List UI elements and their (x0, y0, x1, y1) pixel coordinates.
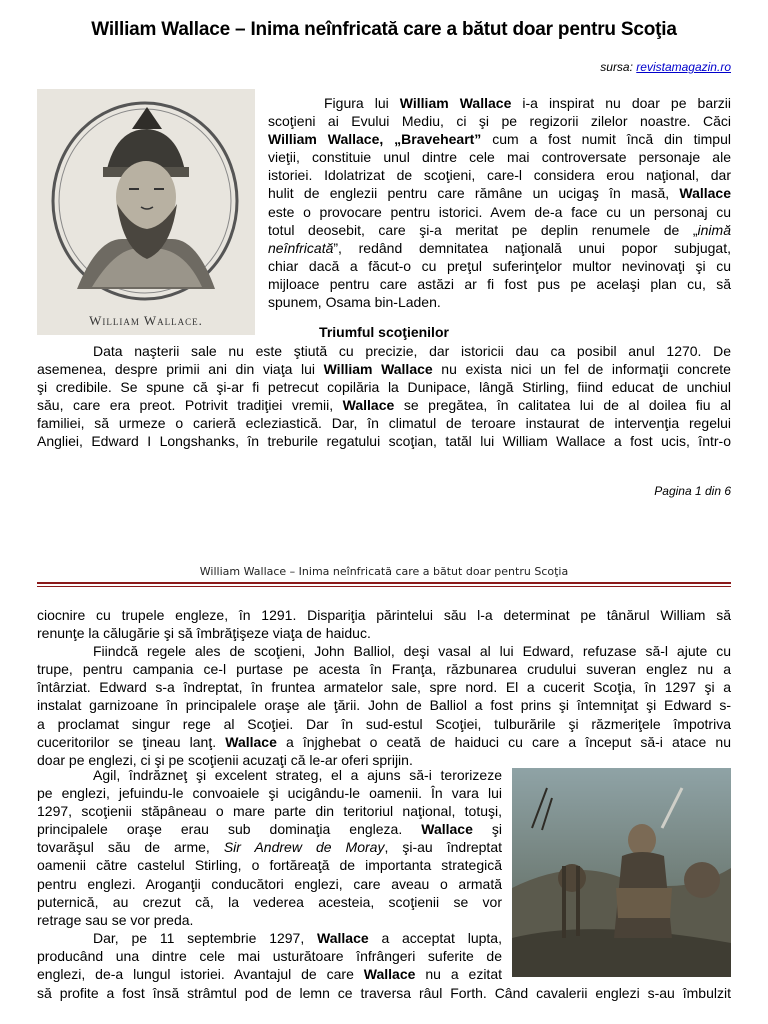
body-paragraph (37, 984, 731, 1002)
body-line: cuceritorilor se ţineau lanţ. Wallace a înjghebat o ceată de haiduci cu care a început să-i atace nu (37, 733, 731, 750)
intro-line: istoriei. Idolatrizat de scoţieni, care-l considera erou naţional, dar (268, 167, 731, 184)
body-line: englezi, de-a lungul istoriei. Avantajul de care Wallace nu a ezitat (37, 966, 502, 983)
intro-line: mijloace pentru care astăzi ar fi fost pus pe acelaşi plan cu, să (268, 275, 731, 292)
body-line: pe englezi, jefuindu-le convoaiele şi ucigându-le oamenii. În vara lui (37, 785, 502, 802)
intro-line: neînfricată”, redând demnitatea naţională unui popor subjugat, (268, 239, 731, 256)
body-line: a proclamat singur rege al Scoţiei. Dar în sud-estul Scoţiei, tulburările şi răzmeriţele împotriva (37, 715, 731, 732)
body-line: să profite a fost însă strâmtul pod de lemn ce traversa râul Forth. Când cavalerii englezi s-au îmbulzit (37, 985, 731, 1001)
intro-paragraph (268, 94, 731, 311)
intro-line: vieţii, constituie unul dintre cele mai controversate personaje ale (268, 149, 731, 166)
intro-line: Figura lui William Wallace i-a inspirat nu doar pe barzii (324, 95, 731, 111)
intro-line: chiar dacă a făcut-o cu preţul suferinţelor multor nevinovaţi şi cu (268, 257, 731, 274)
page-number: Pagina 1 din 6 (654, 484, 731, 498)
body-line: Agil, îndrăzneţ şi excelent strateg, el a ajuns să-i terorizeze (93, 767, 502, 783)
body-line: oamenii către castelul Stirling, o fortăreaţă de importanta strategică (37, 857, 502, 874)
body-line: ciocnire cu trupele engleze, în 1291. Dispariţia părintelui său l-a determinat pe tânărul William să (37, 607, 731, 623)
body-line: Dar, pe 11 septembrie 1297, Wallace a acceptat lupta, (93, 929, 502, 946)
body-line: trupe, pentru campania ce-l purtase pe acesta în Franţa, răzbunarea crudului suveran englez nu a (37, 661, 731, 678)
body-line: asemenea, despre primii ani din viaţa lui William Wallace nu exista nici un fel de informaţii concrete (37, 361, 731, 378)
body-line: şi credibile. Se spune că şi-ar fi petrecut copilăria la Dunipace, lângă Stirling, fiind educat de unchiul (37, 379, 731, 396)
section-heading: Triumful scoţienilor (319, 324, 449, 340)
body-line: Data naşterii sale nu este ştiută cu precizie, dar istoricii dau ca posibil anul 1270. De (93, 343, 731, 359)
body-line: principalele oraşe erau sub dominaţia engleza. Wallace şi (37, 821, 503, 838)
body-paragraph (37, 342, 731, 451)
intro-line: hulit de englezii pentru care rămâne un ucigaş în masă, Wallace (268, 185, 731, 202)
body-line: întârziat. Edward s-a îndreptat, în fruntea armatelor sale, spre nord. El a cucerit Scoţia, în 1297 şi a (37, 679, 731, 696)
running-header: William Wallace – Inima neînfricată care a bătut doar pentru Scoţia (199, 565, 569, 578)
intro-line: scoţieni ai Evului Mediu, ci şi pe regizorii zilelor noastre. Căci (268, 113, 731, 130)
body-line: tovarăşul său de arme, Sir Andrew de Moray, şi-au îndreptat (37, 839, 502, 856)
portrait-caption: William Wallace. (89, 313, 203, 328)
body-line: instalat garnizoane în principalele oraşe ale ţării. John de Balliol a fost prins şi întemniţat şi Edward s- (37, 697, 731, 714)
header-rule-thick (37, 582, 731, 584)
body-line: doar pe englezi, ci şi pe scoţienii acuzaţi că le-ar oferi sprijin. (37, 751, 413, 768)
battle-illustration (512, 768, 731, 977)
intro-line: William Wallace, „Braveheart” cum a fost numit încă din timpul (268, 131, 731, 148)
body-line: producând una dintre cele mai usturătoare înfrângeri suferite de (37, 947, 502, 964)
body-line: pentru englezi. Aroganţii conducători englezi, care aveau o armată (37, 875, 502, 892)
source-link[interactable]: revistamagazin.ro (636, 60, 731, 74)
body-line: renunţe la călugărie şi să îmbrăţişeze viaţa de haiduc. (37, 625, 371, 642)
page-2 (0, 545, 768, 1024)
body-paragraph (37, 606, 731, 769)
portrait-image (37, 89, 255, 335)
intro-line: spunem, Osama bin-Laden. (268, 294, 441, 311)
body-line: retrage sau se vor preda. (37, 911, 194, 928)
body-line: puternică, au crezut că, la vederea acesteia, scoţienii se vor (37, 893, 502, 910)
body-paragraph (37, 766, 502, 983)
body-line: 1297, scoţienii stăpâneau o mare parte din teritoriul naţional, totuşi, (37, 803, 502, 820)
battle-painting (512, 768, 731, 977)
intro-line: este o provocare pentru istorici. Avem de-a face cu un personaj cu (268, 203, 731, 220)
page-title: William Wallace – Inima neînfricată care a bătut doar pentru Scoţia (91, 19, 677, 40)
body-line: Angliei, Edward I Longshanks, în treburile regatului scoţian, tatăl lui William Wallace a fost ucis, într-o (37, 433, 731, 450)
body-line: Fiindcă regele ales de scoţieni, John Balliol, deşi vasal al lui Edward, refuzase să-l ajute cu (93, 643, 731, 660)
portrait-engraving (37, 89, 255, 335)
header-rule-thin (37, 586, 731, 587)
source-line (600, 60, 731, 74)
body-line: său, care era preot. Potrivit tradiţiei vremii, Wallace se pregătea, în calitatea lui de al doilea fiu al (37, 397, 731, 414)
body-line: familiei, să urmeze o carieră ecleziastică. Dar, în climatul de teroare instaurat de intervenţia regelui (37, 415, 731, 432)
source-label: sursa: (600, 60, 637, 74)
intro-line: totul deosebit, care şi-a meritat pe deplin renumele de „inimă (268, 221, 731, 238)
